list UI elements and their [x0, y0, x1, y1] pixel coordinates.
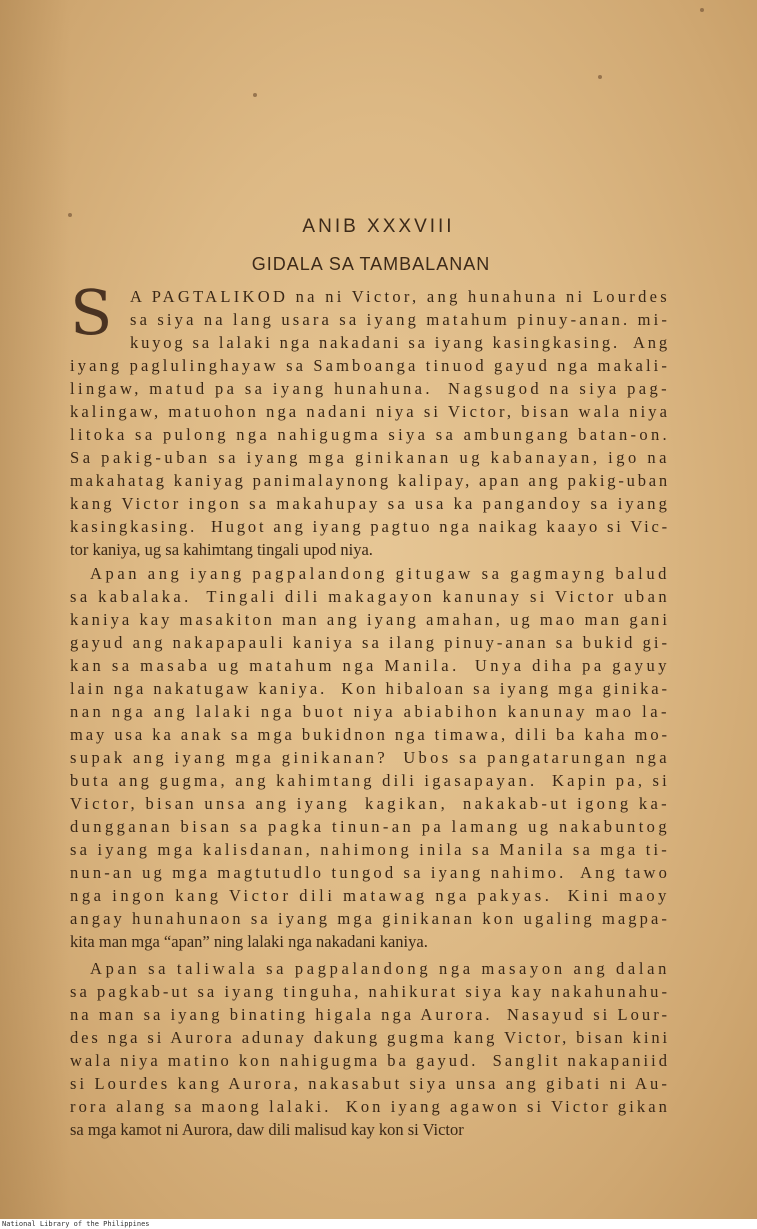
- text-line: Apan ang iyang pagpalandong gitugaw sa gagmayng balud: [90, 564, 670, 583]
- text-line: lain nga nakatugaw kaniya. Kon hibaloan sa iyang mga ginika-: [70, 679, 670, 698]
- text-line: Victor, bisan unsa ang iyang kagikan, nakakab-ut igong ka-: [70, 794, 670, 813]
- text-line: kan sa masaba ug matahum nga Manila. Unya diha pa gayuy: [70, 656, 670, 675]
- text-line: des nga si Aurora adunay dakung gugma kang Victor, bisan kini: [70, 1028, 670, 1047]
- text-line: nun-an ug mga magtutudlo tungod sa iyang nahimo. Ang tawo: [70, 863, 670, 882]
- chapter-title: ANIB XXXVIII: [302, 216, 455, 237]
- text-line: nga ingon kang Victor dili matawag nga pakyas. Kini maoy: [70, 886, 670, 905]
- text-line: iyang paglulinghayaw sa Samboanga tinuod gayud nga makali-: [70, 356, 670, 375]
- text-line: Apan sa taliwala sa pagpalandong nga masayon ang dalan: [90, 959, 670, 978]
- text-line: sa kabalaka. Tingali dili makagayon kanunay si Victor uban: [70, 587, 670, 606]
- text-line: makahatag kaniyag panimalaynong kalipay, apan ang pakig-uban: [70, 471, 670, 490]
- footer-bar: [0, 1219, 757, 1229]
- text-line: sa siya na lang usara sa iyang matahum pinuy-anan. mi-: [130, 310, 670, 329]
- text-line: kaniya kay masakiton man ang iyang amahan, ug mao man gani: [70, 610, 670, 629]
- text-line: tor kaniya, ug sa kahimtang tingali upod niya.: [70, 540, 373, 559]
- text-line: na man sa iyang binating higala nga Aurora. Nasayud si Lour-: [70, 1005, 670, 1024]
- text-line: wala niya matino kon nahigugma ba gayud. Sanglit nakapaniid: [70, 1051, 670, 1070]
- footer-credit: National Library of the Philippines: [2, 1220, 150, 1228]
- text-line: buta ang gugma, ang kahimtang dili igasapayan. Kapin pa, si: [70, 771, 670, 790]
- chapter-subtitle: GIDALA SA TAMBALANAN: [251, 254, 491, 274]
- text-line: A PAGTALIKOD na ni Victor, ang hunahuna ni Lourdes: [130, 287, 670, 306]
- text-line: lingaw, matud pa sa iyang hunahuna. Nagsugod na siya pag-: [70, 379, 670, 398]
- text-line: si Lourdes kang Aurora, nakasabut siya unsa ang gibati ni Au-: [70, 1074, 670, 1093]
- text-line: kalingaw, matuohon nga nadani niya si Victor, bisan wala niya: [70, 402, 670, 421]
- text-line: angay hunahunaon sa iyang mga ginikanan kon ugaling magpa-: [70, 909, 670, 928]
- paper-speck: [253, 93, 257, 97]
- text-line: Sa pakig-uban sa iyang mga ginikanan ug kabanayan, igo na: [70, 448, 670, 467]
- text-line: kasingkasing. Hugot ang iyang pagtuo nga naikag kaayo si Vic-: [70, 517, 670, 536]
- text-line: kuyog sa lalaki nga nakadani sa iyang kasingkasing. Ang: [130, 333, 670, 352]
- text-line: rora alang sa maong lalaki. Kon iyang agawon si Victor gikan: [70, 1097, 670, 1116]
- text-line: kita man mga “apan” ning lalaki nga nakadani kaniya.: [70, 932, 428, 951]
- paper-speck: [598, 75, 602, 79]
- text-line: sa iyang mga kalisdanan, nahimong inila sa Manila sa mga ti-: [70, 840, 670, 859]
- drop-cap: S: [70, 276, 113, 349]
- text-line: dungganan bisan sa pagka tinun-an pa lamang ug nakabuntog: [70, 817, 670, 836]
- text-line: may usa ka anak sa mga bukidnon nga timawa, dili ba kaha mo-: [70, 725, 670, 744]
- page-shadow: [0, 0, 70, 1219]
- text-line: sa pagkab-ut sa iyang tinguha, nahikurat siya kay nakahunahu-: [70, 982, 670, 1001]
- text-line: litoka sa pulong nga nahigugma siya sa ambungang batan-on.: [70, 425, 670, 444]
- text-line: nan nga ang lalaki nga buot niya abiabihon kanunay mao la-: [70, 702, 670, 721]
- text-line: supak ang iyang mga ginikanan? Ubos sa pangatarungan nga: [70, 748, 670, 767]
- text-line: sa mga kamot ni Aurora, daw dili malisud kay kon si Victor: [70, 1120, 464, 1139]
- paper-speck: [700, 8, 704, 12]
- text-line: kang Victor ingon sa makahupay sa usa ka pangandoy sa iyang: [70, 494, 670, 513]
- text-line: gayud ang nakapapauli kaniya sa ilang pinuy-anan sa bukid gi-: [70, 633, 670, 652]
